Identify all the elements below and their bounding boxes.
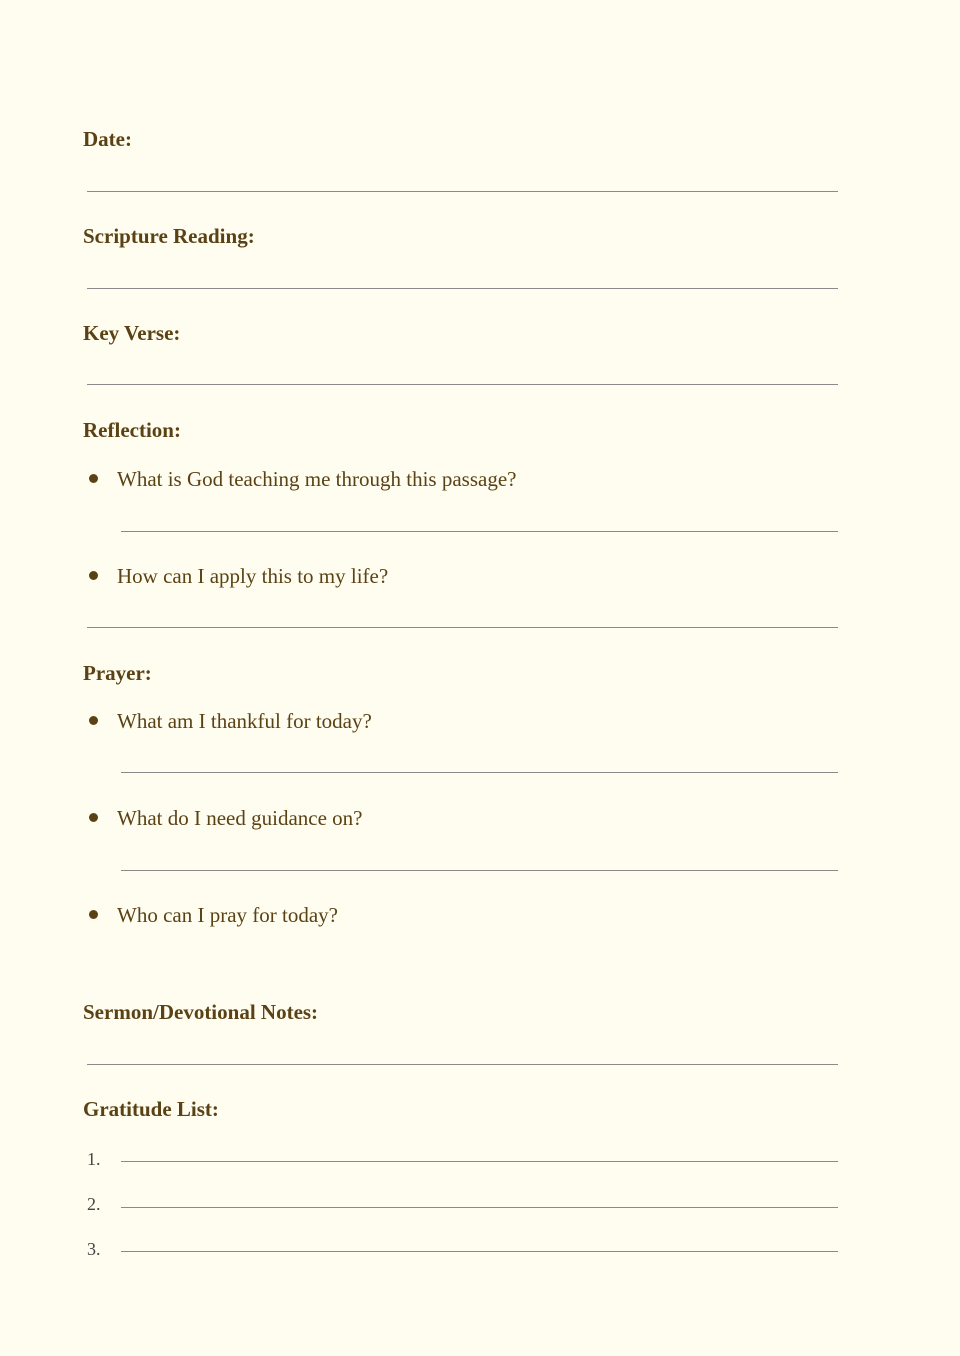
date-line[interactable]: [87, 191, 838, 192]
prayer-question-3: Who can I pray for today?: [117, 903, 338, 927]
prayer-answer-line-2[interactable]: [121, 870, 838, 871]
bullet-icon: [89, 571, 98, 580]
gratitude-list-label: Gratitude List:: [83, 1097, 219, 1121]
key-verse-label: Key Verse:: [83, 321, 181, 345]
gratitude-line-1[interactable]: [121, 1161, 838, 1162]
bullet-icon: [89, 474, 98, 483]
prayer-question-1: What am I thankful for today?: [117, 709, 372, 733]
reflection-label: Reflection:: [83, 418, 181, 442]
gratitude-number-3: 3.: [87, 1239, 101, 1259]
reflection-answer-line-2[interactable]: [87, 627, 838, 628]
gratitude-line-2[interactable]: [121, 1207, 838, 1208]
reflection-question-1: What is God teaching me through this passage?: [117, 467, 517, 491]
key-verse-line[interactable]: [87, 384, 838, 385]
gratitude-number-2: 2.: [87, 1194, 101, 1214]
gratitude-line-3[interactable]: [121, 1251, 838, 1252]
prayer-label: Prayer:: [83, 661, 152, 685]
sermon-notes-label: Sermon/Devotional Notes:: [83, 1000, 319, 1024]
sermon-notes-line[interactable]: [87, 1064, 838, 1065]
reflection-question-2: How can I apply this to my life?: [117, 564, 389, 588]
prayer-question-2: What do I need guidance on?: [117, 806, 363, 830]
gratitude-number-1: 1.: [87, 1149, 101, 1169]
bullet-icon: [89, 910, 98, 919]
scripture-reading-label: Scripture Reading:: [83, 224, 255, 248]
bullet-icon: [89, 716, 98, 725]
scripture-reading-line[interactable]: [87, 288, 838, 289]
date-label: Date:: [83, 127, 132, 151]
bullet-icon: [89, 813, 98, 822]
prayer-answer-line-1[interactable]: [121, 772, 838, 773]
reflection-answer-line-1[interactable]: [121, 531, 838, 532]
